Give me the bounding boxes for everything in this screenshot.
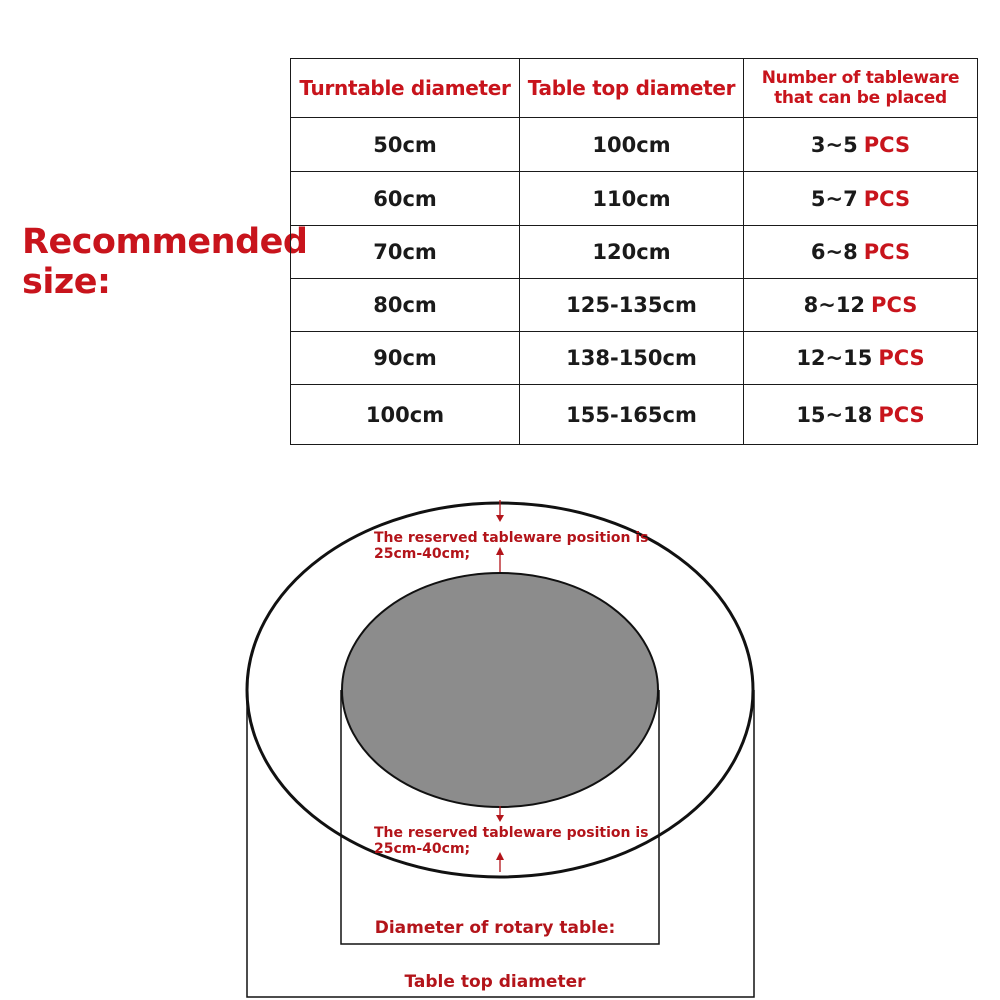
- turntable-diameter-cell: 100cm: [291, 385, 520, 445]
- count-value: 12~15: [796, 346, 873, 370]
- count-value: 3~5: [810, 132, 858, 157]
- pcs-unit: PCS: [878, 402, 925, 427]
- bottom-reserve-note-line2: 25cm-40cm;: [374, 841, 471, 857]
- header-table-top-diameter: Table top diameter: [520, 59, 744, 118]
- count-value: 15~18: [796, 402, 873, 427]
- pcs-unit: PCS: [878, 346, 925, 370]
- table-top-diameter-cell: 138-150cm: [520, 332, 744, 385]
- count-value: 6~8: [810, 240, 858, 264]
- table-top-diameter-cell: 120cm: [520, 226, 744, 279]
- turntable-diameter-cell: 50cm: [291, 118, 520, 172]
- turntable-diameter-cell: 60cm: [291, 172, 520, 226]
- header-turntable-diameter: Turntable diameter: [291, 59, 520, 118]
- top-reserve-note-line2: 25cm-40cm;: [374, 546, 471, 562]
- bottom-reserve-note-line1: The reserved tableware position is: [374, 825, 649, 841]
- table-top-diameter-cell: 110cm: [520, 172, 744, 226]
- table-top-diameter-cell: 100cm: [520, 118, 744, 172]
- table-top-diameter-cell: 155-165cm: [520, 385, 744, 445]
- turntable-diameter-cell: 90cm: [291, 332, 520, 385]
- table-top-diameter-label: Table top diameter: [404, 972, 586, 992]
- count-value: 5~7: [810, 186, 858, 211]
- top-reserve-note-line1: The reserved tableware position is: [374, 530, 649, 546]
- turntable-diameter-cell: 80cm: [291, 279, 520, 332]
- count-value: 8~12: [803, 293, 866, 317]
- turntable-disc: [342, 573, 658, 807]
- pcs-unit: PCS: [863, 240, 911, 264]
- recommended-size-title: Recommended size:: [22, 222, 308, 302]
- rotary-table-diameter-label: Diameter of rotary table:: [374, 918, 616, 938]
- pcs-unit: PCS: [863, 132, 911, 157]
- pcs-unit: PCS: [871, 293, 918, 317]
- pcs-unit: PCS: [863, 186, 911, 211]
- turntable-diameter-cell: 70cm: [291, 226, 520, 279]
- table-top-diameter-cell: 125-135cm: [520, 279, 744, 332]
- header-tableware-count: Number of tableware that can be placed: [744, 59, 978, 118]
